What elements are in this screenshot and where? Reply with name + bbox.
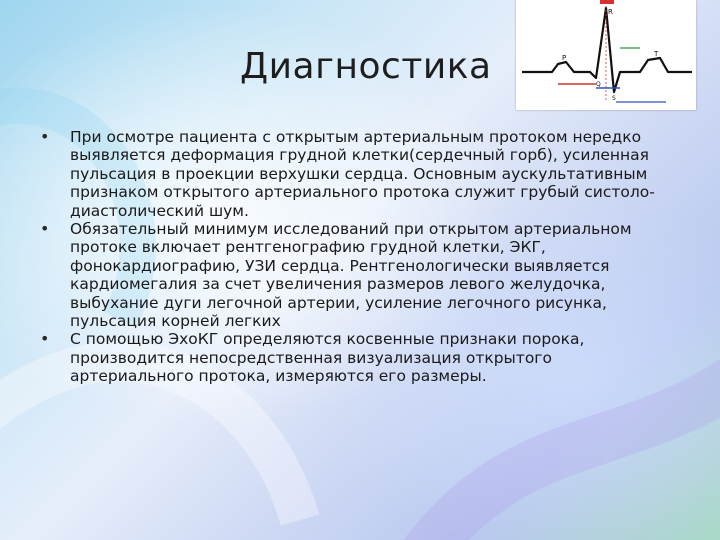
ecg-label-s: S	[612, 95, 616, 102]
ecg-label-r: R	[608, 8, 613, 16]
ecg-label-t: T	[654, 50, 659, 58]
bullet-dot: •	[40, 127, 50, 146]
bullet-item	[40, 330, 680, 385]
ecg-label-p: P	[562, 54, 567, 62]
bullet-text: При осмотре пациента с открытым артериальным протоком нередко выявляется деформация грудной клетки(сердечный горб), усиленная пульсация в проекции верхушки сердца. Основным аускультативным признаком открытого артериального протока служит грубый систоло-диастолический шум.	[70, 128, 655, 220]
slide-title: Диагностика	[240, 46, 492, 87]
bullet-list	[40, 128, 680, 386]
bullet-dot: •	[40, 329, 50, 349]
bullet-dot: •	[40, 219, 50, 239]
bullet-text: Обязательный минимум исследований при открытом артериальном протоке включает рентгенографию грудной клетки, ЭКГ, фонокардиографию, УЗИ сердца. Рентгенологически выявляется кардиомегалия за счет увеличения размеров левого желудочка, выбухание дуги легочной артерии, усиление легочного рисунка, пульсация корней легких	[70, 220, 632, 331]
ecg-diagram	[516, 0, 696, 110]
bullet-item	[40, 220, 680, 330]
ecg-label-q: Q	[596, 81, 601, 88]
bullet-item	[40, 128, 680, 220]
bullet-text: С помощью ЭхоКГ определяются косвенные признаки порока, производится непосредственная визуализация открытого артериального протока, измеряются его размеры.	[70, 330, 585, 386]
